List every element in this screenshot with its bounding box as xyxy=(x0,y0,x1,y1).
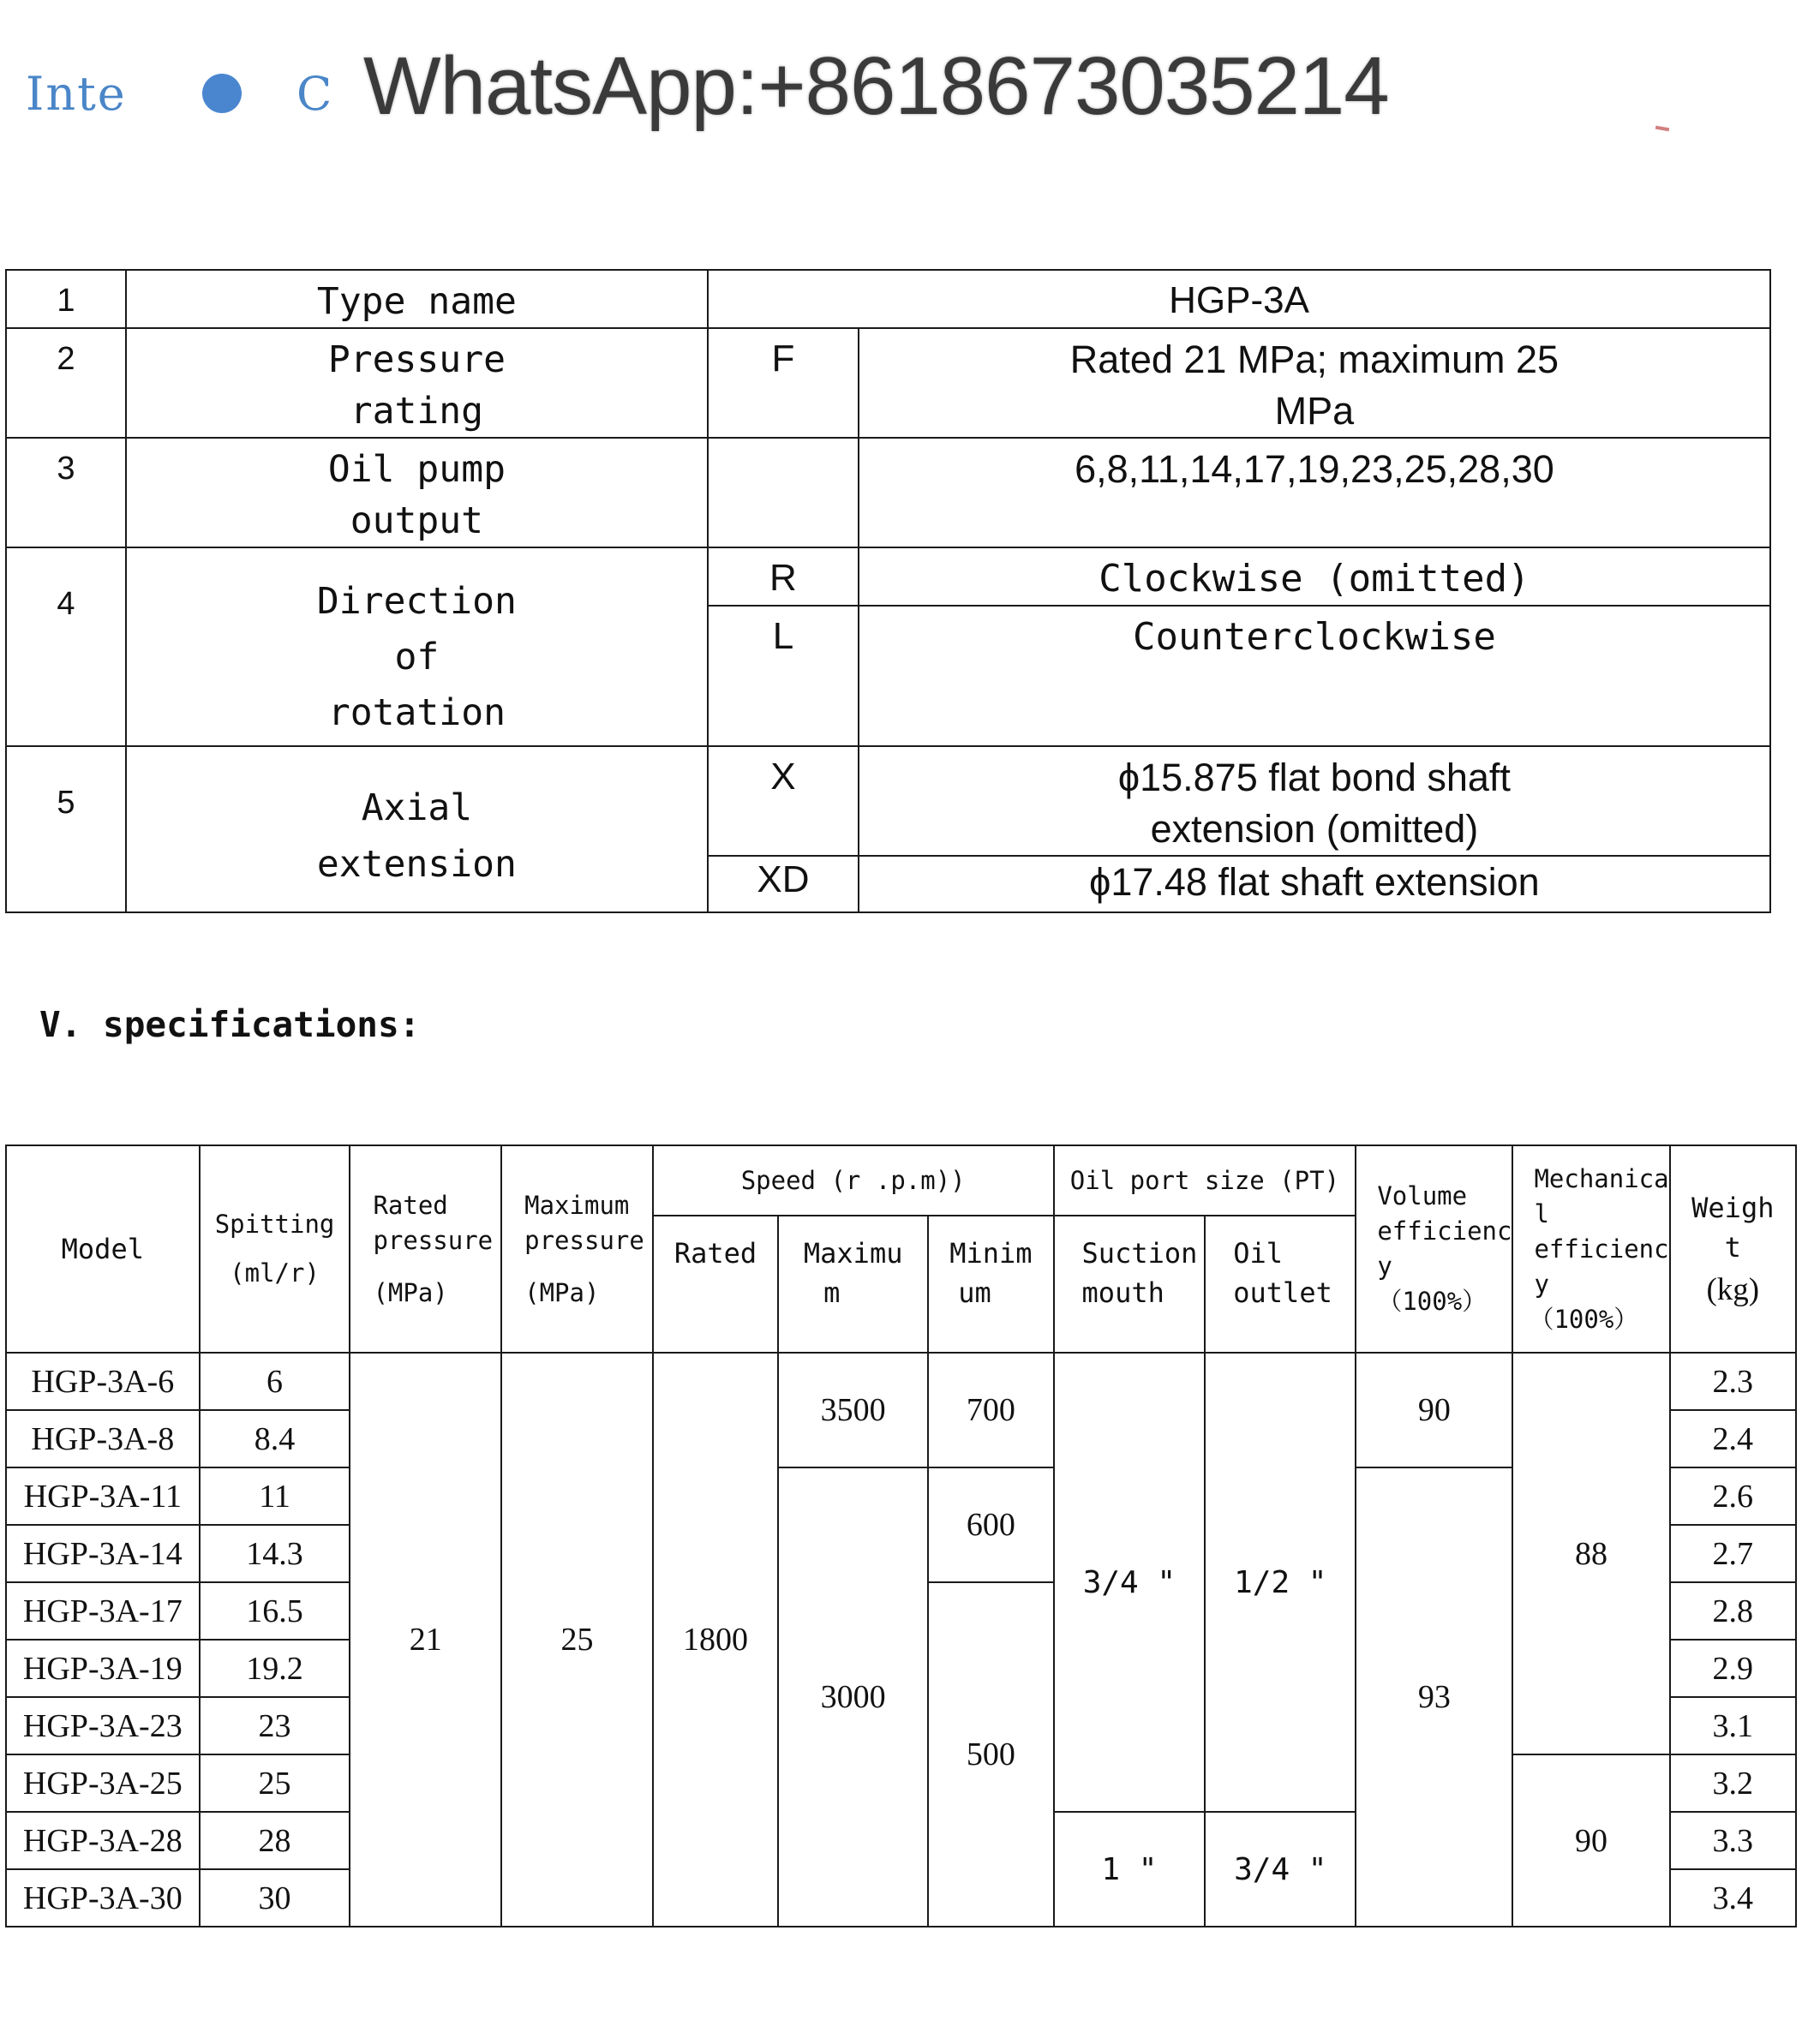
spitting-cell: 11 xyxy=(200,1467,350,1525)
max-pressure-header: Maximum pressure (MPa) xyxy=(501,1145,653,1353)
speed-min-cell: 500 xyxy=(928,1582,1053,1927)
mechanical-efficiency-header: Mechanica l efficienc y （100%） xyxy=(1512,1145,1669,1353)
volume-eff-cell: 93 xyxy=(1356,1467,1512,1927)
row-number: 5 xyxy=(6,746,126,912)
row-number: 3 xyxy=(6,438,126,547)
table-row xyxy=(6,328,1770,438)
spitting-cell: 19.2 xyxy=(200,1640,350,1697)
weight-cell: 3.4 xyxy=(1670,1869,1796,1927)
volume-eff-cell: 90 xyxy=(1356,1353,1512,1467)
red-mark xyxy=(1655,126,1669,132)
header-row xyxy=(6,1145,1796,1216)
table-row xyxy=(6,438,1770,547)
pump-output-code xyxy=(708,438,859,547)
weight-cell: 2.6 xyxy=(1670,1467,1796,1525)
spitting-cell: 28 xyxy=(200,1812,350,1869)
header-inte-text: Inte xyxy=(26,67,127,121)
shaft-x-value: ϕ15.875 flat bond shaft extension (omitted) xyxy=(859,746,1770,856)
spitting-cell: 25 xyxy=(200,1754,350,1812)
model-cell: HGP-3A-11 xyxy=(6,1467,200,1525)
model-cell: HGP-3A-30 xyxy=(6,1869,200,1927)
weight-cell: 3.1 xyxy=(1670,1697,1796,1754)
model-cell: HGP-3A-23 xyxy=(6,1697,200,1754)
blue-dot-icon xyxy=(202,74,242,113)
table-row xyxy=(6,547,1770,606)
rotation-clockwise: Clockwise (omitted) xyxy=(859,547,1770,606)
speed-max-header: Maximu m xyxy=(778,1216,928,1353)
weight-cell: 3.3 xyxy=(1670,1812,1796,1869)
max-pressure-cell: 25 xyxy=(501,1353,653,1927)
row-number: 4 xyxy=(6,547,126,746)
outlet-cell: 1/2 " xyxy=(1205,1353,1356,1812)
oil-port-header: Oil port size (PT) xyxy=(1054,1145,1356,1216)
rated-pressure-cell: 21 xyxy=(350,1353,501,1927)
speed-min-cell: 700 xyxy=(928,1353,1053,1467)
model-cell: HGP-3A-6 xyxy=(6,1353,200,1410)
suction-cell: 1 " xyxy=(1054,1812,1206,1927)
weight-cell: 3.2 xyxy=(1670,1754,1796,1812)
mech-eff-cell: 88 xyxy=(1512,1353,1669,1754)
axial-extension-label: Axial extension xyxy=(126,746,708,912)
model-cell: HGP-3A-8 xyxy=(6,1410,200,1467)
speed-rated-header: Rated xyxy=(653,1216,778,1353)
pump-output-label: Oil pump output xyxy=(126,438,708,547)
type-designation-table xyxy=(5,269,1771,913)
table-row xyxy=(6,270,1770,328)
rotation-counterclockwise: Counterclockwise xyxy=(859,606,1770,746)
spitting-cell: 16.5 xyxy=(200,1582,350,1640)
mech-eff-cell: 90 xyxy=(1512,1754,1669,1927)
speed-max-cell: 3500 xyxy=(778,1353,928,1467)
spitting-cell: 23 xyxy=(200,1697,350,1754)
weight-cell: 2.3 xyxy=(1670,1353,1796,1410)
spitting-cell: 8.4 xyxy=(200,1410,350,1467)
rotation-code-l: L xyxy=(708,606,859,746)
model-cell: HGP-3A-14 xyxy=(6,1525,200,1582)
spitting-cell: 30 xyxy=(200,1869,350,1927)
speed-max-cell: 3000 xyxy=(778,1467,928,1927)
weight-cell: 2.4 xyxy=(1670,1410,1796,1467)
row-number: 2 xyxy=(6,328,126,438)
weight-cell: 2.9 xyxy=(1670,1640,1796,1697)
model-cell: HGP-3A-25 xyxy=(6,1754,200,1812)
shaft-code-x: X xyxy=(708,746,859,856)
speed-min-cell: 600 xyxy=(928,1467,1053,1582)
pressure-code: F xyxy=(708,328,859,438)
shaft-xd-value: ϕ17.48 flat shaft extension xyxy=(859,856,1770,912)
pressure-rating-label: Pressure rating xyxy=(126,328,708,438)
spitting-cell: 6 xyxy=(200,1353,350,1410)
whatsapp-contact: WhatsApp:+8618673035214 xyxy=(363,40,1389,132)
row-number: 1 xyxy=(6,270,126,328)
suction-cell: 3/4 " xyxy=(1054,1353,1206,1812)
spitting-cell: 14.3 xyxy=(200,1525,350,1582)
shaft-code-xd: XD xyxy=(708,856,859,912)
outlet-cell: 3/4 " xyxy=(1205,1812,1356,1927)
weight-cell: 2.7 xyxy=(1670,1525,1796,1582)
section-title: V. specifications: xyxy=(39,1004,421,1045)
speed-min-header: Minim um xyxy=(928,1216,1053,1353)
model-header: Model xyxy=(6,1145,200,1353)
rotation-code-r: R xyxy=(708,547,859,606)
specifications-table xyxy=(5,1145,1797,1927)
header-c-text: C xyxy=(296,67,332,121)
speed-header: Speed (r .p.m)) xyxy=(653,1145,1054,1216)
weight-header: Weigh t (kg) xyxy=(1670,1145,1796,1353)
table-row xyxy=(6,1353,1796,1410)
type-name-value: HGP-3A xyxy=(708,270,1770,328)
model-cell: HGP-3A-17 xyxy=(6,1582,200,1640)
weight-cell: 2.8 xyxy=(1670,1582,1796,1640)
table-row xyxy=(6,746,1770,856)
volume-efficiency-header: Volume efficienc y （100%） xyxy=(1356,1145,1512,1353)
model-cell: HGP-3A-28 xyxy=(6,1812,200,1869)
pump-output-value: 6,8,11,14,17,19,23,25,28,30 xyxy=(859,438,1770,547)
rotation-label: Direction of rotation xyxy=(126,547,708,746)
model-cell: HGP-3A-19 xyxy=(6,1640,200,1697)
outlet-header: Oil outlet xyxy=(1205,1216,1356,1353)
type-name-label: Type name xyxy=(126,270,708,328)
speed-rated-cell: 1800 xyxy=(653,1353,778,1927)
spitting-header: Spitting (ml/r) xyxy=(200,1145,350,1353)
rated-pressure-header: Rated pressure (MPa) xyxy=(350,1145,501,1353)
pressure-rating-value: Rated 21 MPa; maximum 25 MPa xyxy=(859,328,1770,438)
suction-header: Suction mouth xyxy=(1054,1216,1206,1353)
